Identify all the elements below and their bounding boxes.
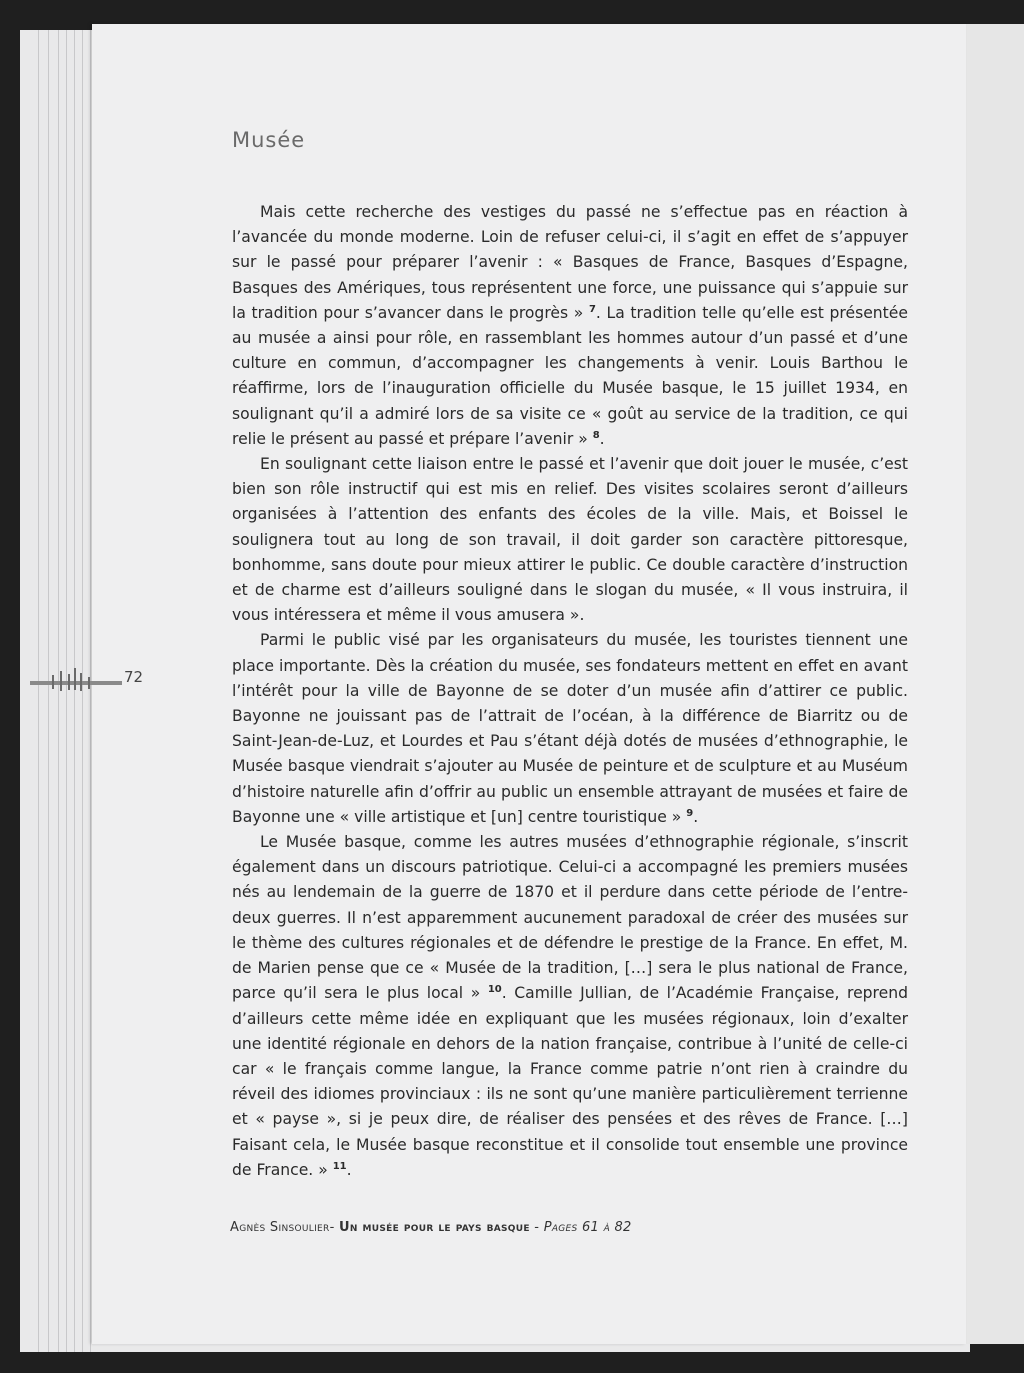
footer-author: Agnès Sinsoulier: [230, 1220, 330, 1235]
footnote-ref-11: 11: [332, 1160, 347, 1172]
marker-tick: [60, 671, 62, 691]
paragraph: [232, 628, 908, 830]
text-run: Parmi le public visé par les organisateurs du musée, les touristes tiennent une place importante. Dès la création du musée, ses fondateurs mettent en effet en avant l’intérêt pour la ville de Bayonne de se doter d’un musée afin d’attirer ce public. Bayonne ne jouissant pas de l’attrait de l’océan, à la différence de Biarritz ou de Saint-Jean-de-Luz, et Lourdes et Pau s’étant déjà dotés de musées d’ethnographie, le Musée basque viendrait s’ajouter au Musée de peinture et de sculpture et au Muséum d’histoire naturelle afin d’offrir au public un ensemble attrayant de musées et faire de Bayonne une « ville artistique et [un] centre touristique »: [232, 631, 908, 826]
footer-separator: -: [529, 1220, 544, 1235]
text-run: . La tradition telle qu’elle est présentée au musée a ainsi pour rôle, en rassemblant les hommes autour d’un passé et d’une culture en commun, d’accompagner les changements à venir. Louis Barthou le réaffirme, lors de l’inauguration officielle du Musée basque, le 15 juillet 1934, en soulignant qu’il a admiré lors de sa visite ce « goût au service de la tradition, ce qui relie le présent au passé et prépare l’avenir »: [232, 303, 908, 448]
marker-tick: [74, 668, 76, 690]
text-run: .: [346, 1160, 352, 1179]
body-text: [232, 200, 908, 1183]
footer-separator: -: [329, 1220, 339, 1235]
text-run: Le Musée basque, comme les autres musées d’ethnographie régionale, s’inscrit également dans un discours patriotique. Celui-ci a accompagné les premiers musées nés au lendemain de la guerre de 1870 et il perdure dans cette période de l’entre-deux guerres. Il n’est apparemment aucunement paradoxal de créer des musées sur le thème des cultures régionales et de défendre le prestige de la France. En effet, M. de Marien pense que ce « Musée de la tradition, […] sera le plus national de France, parce qu’il sera le plus local »: [232, 833, 908, 1003]
footnote-ref-8: 8: [592, 429, 600, 441]
page-marker-graphic: [30, 666, 130, 692]
text-run: .: [693, 807, 699, 826]
text-run: . Camille Jullian, de l’Académie Française, reprend d’ailleurs cette même idée en expliquant que les musées régionaux, loin d’exalter une identité régionale en dehors de la nation française, contribue à l’unité de celle-ci car « le français comme langue, la France comme patrie n’ont rien à craindre du réveil des idiomes provinciaux : ils ne sont qu’une manière particulièrement terrienne et « payse », si je peux dire, de réaliser des pensées et des rêves de France. […] Faisant cela, le Musée basque reconstitue et il consolide tout ensemble une province de France. »: [232, 984, 909, 1179]
facing-page: [960, 24, 1024, 1344]
paragraph: [232, 830, 908, 1183]
footer-pages: Pages 61 à 82: [543, 1220, 632, 1235]
marker-tick: [52, 675, 54, 689]
footnote-ref-7: 7: [588, 303, 596, 315]
footnote-ref-9: 9: [686, 807, 694, 819]
section-title: Musée: [232, 128, 306, 152]
page-number: 72: [124, 668, 144, 686]
running-footer: [230, 1220, 632, 1235]
marker-bar: [30, 681, 122, 685]
marker-tick: [80, 673, 82, 691]
text-run: Mais cette recherche des vestiges du passé ne s’effectue pas en réaction à l’avancée du monde moderne. Loin de refuser celui-ci, il s’agit en effet de s’appuyer sur le passé pour préparer l’avenir : « Basques de France, Basques d’Espagne, Basques des Amériques, tous représentent une force, une puissance qui s’appuie sur la tradition pour s’avancer dans le progrès »: [232, 203, 908, 322]
footer-title: Un musée pour le pays basque: [339, 1220, 530, 1235]
paragraph: En soulignant cette liaison entre le passé et l’avenir que doit jouer le musée, c’est bien son rôle instructif qui est mis en relief. Des visites scolaires seront d’ailleurs organisées à l’attention des enfants des écoles de la ville. Mais, et Boissel le soulignera tout au long de son travail, il doit garder son caractère pittoresque, bonhomme, sans doute pour mieux attirer le public. Ce double caractère d’instruction et de charme est d’ailleurs souligné dans le slogan du musée, « Il vous instruira, il vous intéressera et même il vous amusera ».: [232, 455, 908, 625]
marker-tick: [68, 674, 70, 690]
marker-tick: [88, 677, 90, 689]
paragraph: [232, 200, 908, 452]
footnote-ref-10: 10: [487, 984, 502, 996]
text-run: .: [599, 429, 605, 448]
